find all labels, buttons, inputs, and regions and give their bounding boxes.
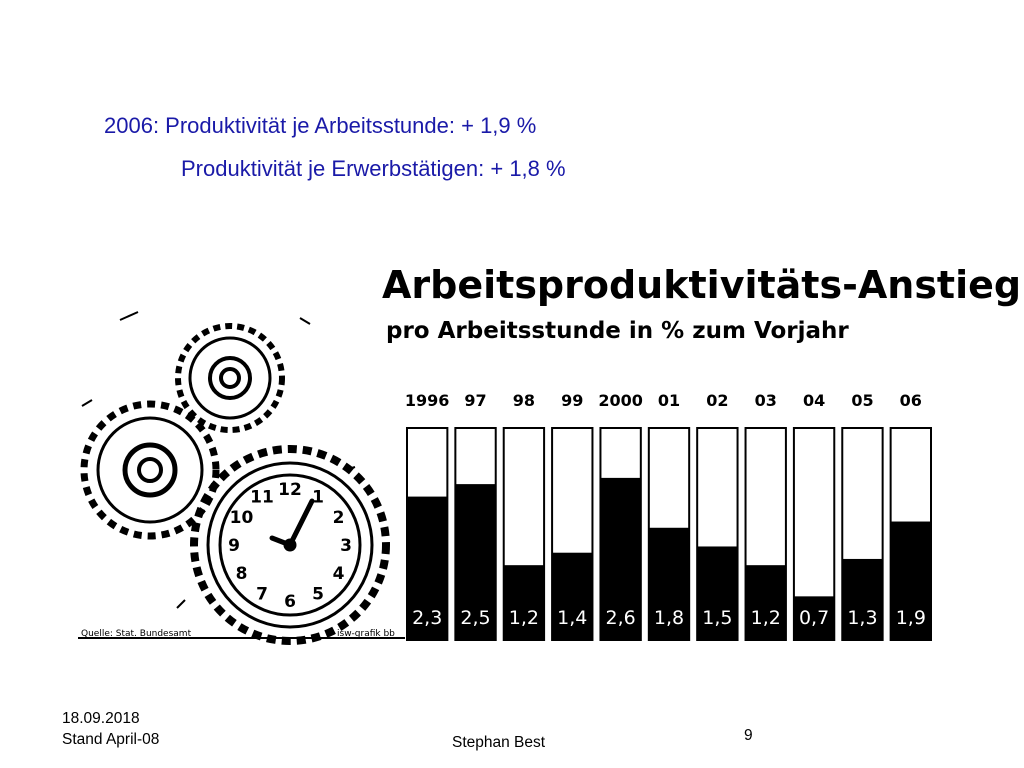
value-label: 1,4 [557, 607, 588, 629]
value-label: 1,8 [653, 607, 685, 629]
chart-title: Arbeitsproduktivitäts-Anstieg [382, 263, 1022, 307]
clock-number: 9 [228, 536, 240, 556]
value-label: 1,5 [702, 607, 733, 629]
year-label: 02 [706, 391, 729, 410]
year-label: 04 [802, 391, 826, 410]
clock-number: 2 [332, 508, 345, 528]
year-label: 2000 [598, 391, 643, 410]
value-label: 2,6 [605, 607, 636, 629]
year-label: 06 [899, 391, 922, 410]
clock-number: 5 [312, 584, 324, 605]
footer-author: Stephan Best [452, 734, 546, 751]
year-label: 03 [754, 391, 777, 410]
source-note: Quelle: Stat. Bundesamt [81, 629, 192, 639]
clock-number: 10 [229, 508, 254, 528]
value-label: 1,2 [508, 607, 540, 629]
year-label: 99 [561, 391, 584, 410]
clock-number: 6 [284, 592, 296, 612]
clock-number: 4 [332, 564, 345, 584]
headline-productivity-per-hour: 2006: Produktivität je Arbeitsstunde: + 1,9 % [104, 113, 537, 138]
clock-number: 7 [256, 584, 268, 605]
clock-hands-icon [272, 501, 312, 549]
year-label: 05 [851, 391, 874, 410]
year-label: 97 [464, 391, 487, 410]
clock-number: 12 [278, 480, 302, 500]
chart-subtitle: pro Arbeitsstunde in % zum Vorjahr [386, 318, 849, 344]
page-number: 9 [744, 727, 753, 744]
credit-note: isw-grafik bb [337, 629, 395, 639]
headline-productivity-per-worker: Produktivität je Erwerbstätigen: + 1,8 % [181, 156, 566, 181]
year-label: 01 [657, 391, 681, 410]
clock-number: 1 [312, 487, 324, 508]
footer-date: 18.09.2018 [62, 710, 140, 727]
value-label: 1,9 [895, 607, 926, 629]
value-label: 0,7 [798, 607, 830, 629]
year-label: 1996 [404, 391, 450, 410]
clock-number: 11 [250, 487, 274, 508]
value-label: 1,3 [847, 607, 878, 629]
value-label: 2,3 [412, 607, 443, 629]
year-label: 98 [512, 391, 536, 410]
clock-number: 8 [235, 564, 248, 584]
chart-year-labels [405, 391, 922, 410]
gear-top-icon [178, 326, 282, 430]
gear-left-icon [84, 404, 216, 536]
clock-number: 3 [340, 536, 352, 556]
value-label: 1,2 [750, 607, 781, 629]
gears-clock-illustration [82, 312, 386, 641]
chart-value-labels [412, 607, 926, 629]
value-label: 2,5 [460, 607, 491, 629]
footer-stand: Stand April-08 [62, 731, 160, 748]
